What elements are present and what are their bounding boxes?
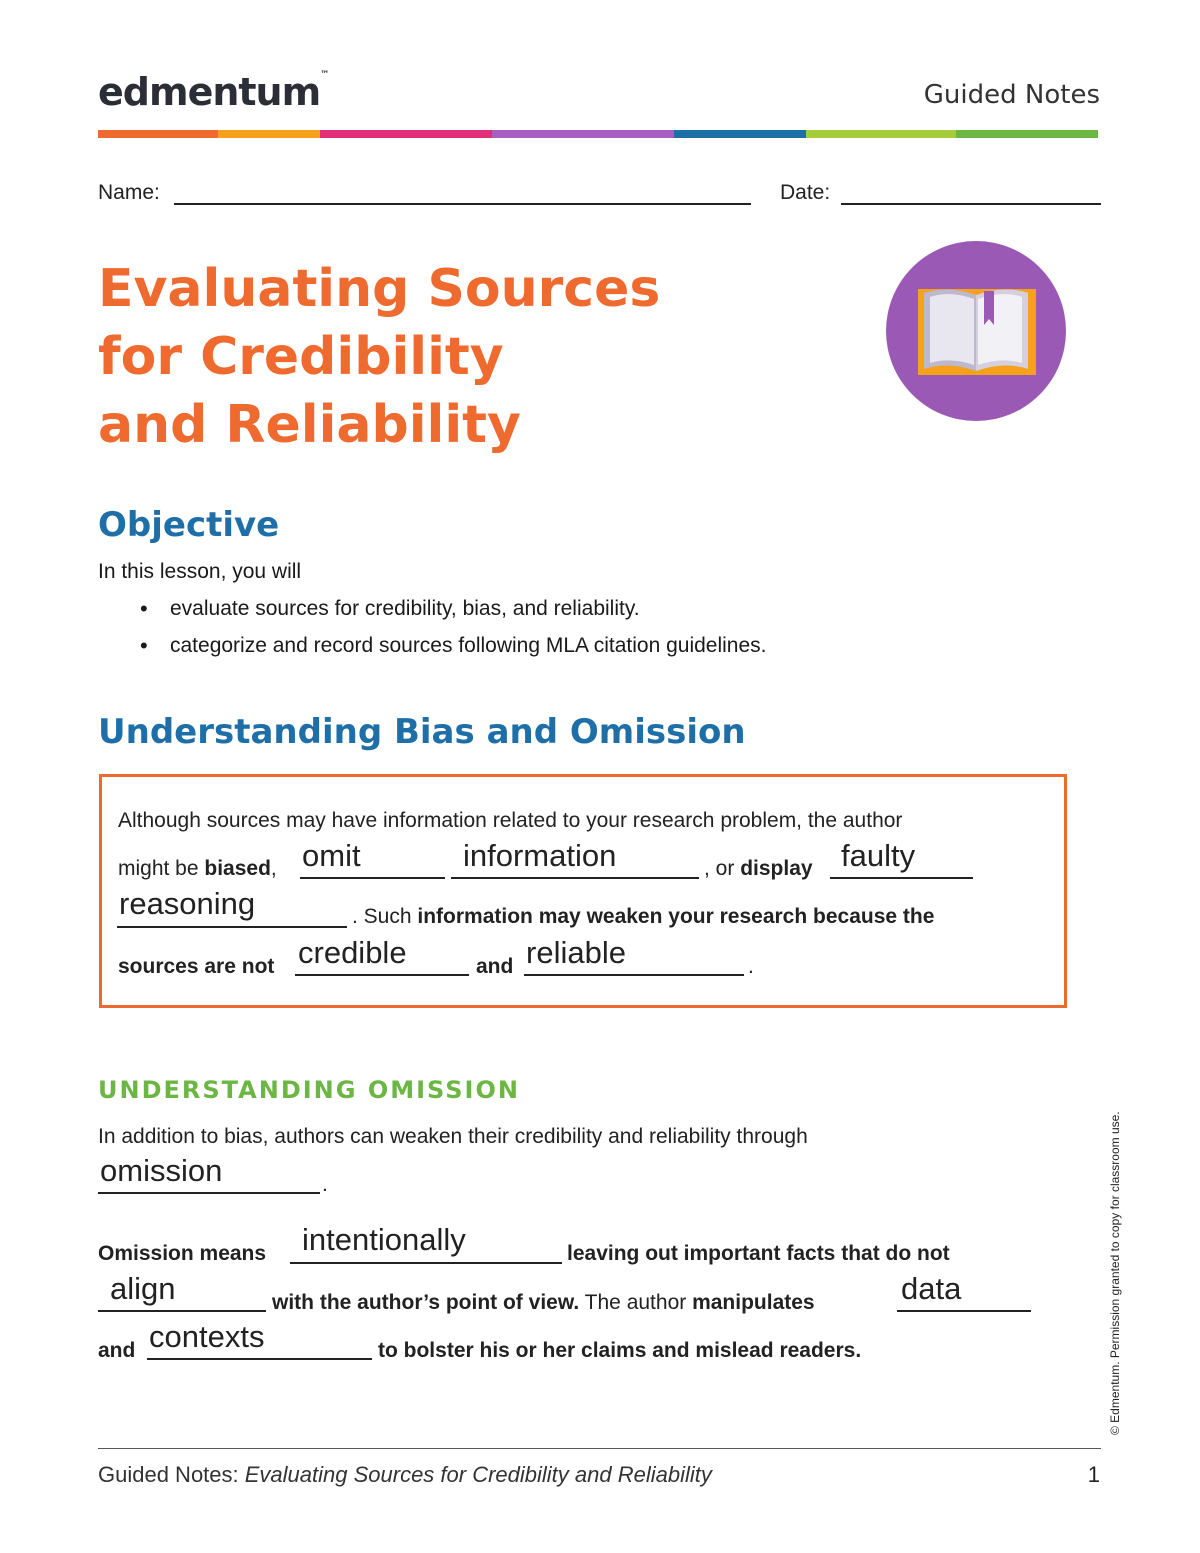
- footer-divider: [98, 1448, 1101, 1449]
- bias-text-line-4: sources are not: [118, 955, 275, 978]
- stripe-segment: [806, 130, 956, 138]
- stripe-segment: [492, 130, 674, 138]
- answer-data: data: [901, 1271, 962, 1306]
- stripe-segment: [218, 130, 320, 138]
- stripe-segment: [98, 130, 218, 138]
- copyright-notice: © Edmentum. Permission granted to copy for classroom use.: [1108, 1111, 1122, 1435]
- lesson-badge: [886, 241, 1066, 421]
- title-line-1: Evaluating Sources: [98, 259, 661, 319]
- objective-list: [140, 595, 767, 669]
- text-run: The author: [579, 1291, 693, 1314]
- footer-text: [98, 1462, 712, 1488]
- stripe-segment: [956, 130, 1098, 138]
- omission-heading: UNDERSTANDING OMISSION: [98, 1076, 520, 1104]
- blank-11[interactable]: [147, 1358, 372, 1360]
- answer-omit: omit: [302, 838, 361, 873]
- omission-text-line-4: to bolster his or her claims and mislead readers.: [378, 1339, 862, 1362]
- text-run: ,: [270, 857, 277, 880]
- text-run: with the author’s point of view.: [272, 1291, 580, 1314]
- color-stripe: [98, 130, 1098, 138]
- answer-intentionally: intentionally: [302, 1222, 466, 1257]
- document-type-label: Guided Notes: [923, 80, 1100, 110]
- answer-omission: omission: [100, 1153, 223, 1188]
- bias-text-line-3: [352, 905, 934, 929]
- blank-9[interactable]: [98, 1310, 266, 1312]
- footer-label: Guided Notes:: [98, 1462, 245, 1487]
- title-line-2: for Credibility: [98, 327, 504, 387]
- answer-reliable: reliable: [526, 935, 626, 970]
- date-label: Date:: [780, 181, 831, 204]
- text-run: display: [740, 857, 813, 880]
- bias-text-line-1: Although sources may have information related to your research problem, the author: [118, 809, 903, 832]
- text-run: , or: [704, 857, 741, 880]
- blank-1[interactable]: [300, 877, 445, 879]
- page-number: 1: [1087, 1462, 1100, 1487]
- omission-text-line-1: In addition to bias, authors can weaken their credibility and reliability through: [98, 1125, 808, 1148]
- omission-text-and: and: [98, 1339, 136, 1362]
- open-book-icon: [886, 241, 1066, 421]
- logo-trademark: ™: [320, 70, 330, 80]
- text-run: biased: [204, 857, 271, 880]
- bias-text-or-display: [704, 857, 813, 881]
- answer-align: align: [110, 1271, 176, 1306]
- text-run: manipulates: [692, 1291, 815, 1314]
- logo-text: edmentum: [98, 70, 321, 114]
- blank-3[interactable]: [830, 877, 973, 879]
- objective-intro: In this lesson, you will: [98, 560, 302, 583]
- blank-4[interactable]: [117, 926, 347, 928]
- edmentum-logo: [98, 70, 329, 114]
- list-item: • categorize and record sources following MLA citation guidelines.: [140, 632, 767, 669]
- text-run: might be: [118, 857, 205, 880]
- text-run: information may weaken your research because the: [417, 905, 935, 928]
- blank-7[interactable]: [98, 1192, 320, 1194]
- omission-period: .: [322, 1173, 328, 1196]
- objective-heading: Objective: [98, 505, 280, 545]
- omission-text-line-2: Omission means: [98, 1242, 267, 1265]
- bias-text-period: .: [748, 955, 754, 978]
- bias-text-and: and: [476, 955, 514, 978]
- text-run: . Such: [352, 905, 418, 928]
- answer-contexts: contexts: [149, 1319, 265, 1354]
- stripe-segment: [674, 130, 806, 138]
- page-title: [98, 255, 660, 459]
- omission-text-leaving-out: leaving out important facts that do not: [567, 1242, 950, 1265]
- blank-2[interactable]: [451, 877, 699, 879]
- date-field[interactable]: [841, 203, 1101, 205]
- bias-text-line-2: [118, 857, 277, 881]
- blank-6[interactable]: [524, 974, 744, 976]
- stripe-segment: [320, 130, 492, 138]
- answer-information: information: [463, 838, 617, 873]
- blank-10[interactable]: [897, 1310, 1031, 1312]
- answer-reasoning: reasoning: [119, 886, 256, 921]
- footer-title: Evaluating Sources for Credibility and Reliability: [244, 1462, 712, 1487]
- blank-5[interactable]: [295, 974, 469, 976]
- answer-faulty: faulty: [841, 838, 916, 873]
- blank-8[interactable]: [290, 1262, 562, 1264]
- list-item: • evaluate sources for credibility, bias, and reliability.: [140, 595, 767, 632]
- title-line-3: and Reliability: [98, 395, 521, 455]
- bias-heading: Understanding Bias and Omission: [98, 712, 746, 752]
- omission-text-line-3: [272, 1291, 815, 1315]
- name-field[interactable]: [174, 203, 751, 205]
- name-label: Name:: [98, 181, 160, 204]
- answer-credible: credible: [298, 935, 407, 970]
